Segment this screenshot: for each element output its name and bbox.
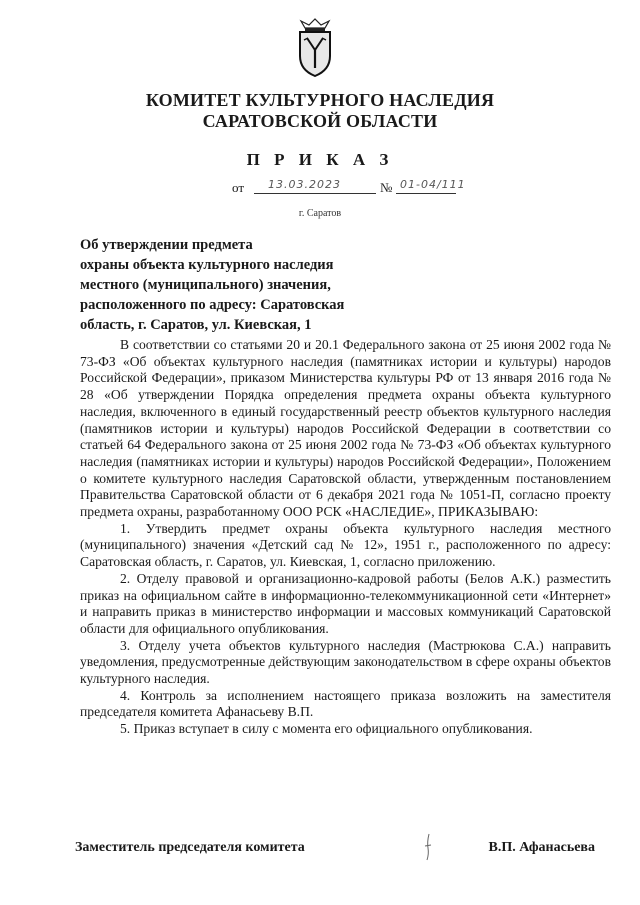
- subject-line: охраны объекта культурного наследия: [80, 257, 334, 273]
- order-item: 4. Контроль за исполнением настоящего приказа возложить на заместителя председателя комитета Афанасьеву В.П.: [80, 687, 611, 720]
- signatory-name: В.П. Афанасьева: [488, 840, 595, 855]
- order-item: 3. Отделу учета объектов культурного наследия (Мастрюкова С.А.) направить уведомления, предусмотренные действующим законодательством в сфере охраны объектов культурного наследия.: [80, 637, 611, 687]
- document-type-title: П Р И К А З: [246, 150, 394, 169]
- subject-line: Об утверждении предмета: [80, 237, 253, 253]
- date-value: 13.03.2023: [268, 178, 341, 191]
- subject-line: область, г. Саратов, ул. Киевская, 1: [80, 317, 312, 333]
- order-body: [80, 337, 611, 738]
- order-item: 5. Приказ вступает в силу с момента его официального опубликования.: [120, 721, 533, 737]
- subject-line: местного (муниципального) значения,: [80, 277, 331, 293]
- order-item: 2. Отделу правовой и организационно-кадровой работы (Белов А.К.) разместить приказ на официальном сайте в информационно-телекоммуникационной сети «Интернет» и направить приказ в министерство информации и массовых коммуникаций Саратовской области для официального опубликования.: [80, 570, 611, 636]
- date-label: от: [232, 180, 245, 195]
- org-name-line1: КОМИТЕТ КУЛЬТУРНОГО НАСЛЕДИЯ: [145, 90, 495, 110]
- handwritten-signature-icon: [420, 832, 436, 862]
- order-subject: [80, 235, 410, 335]
- signature-block: [75, 840, 595, 860]
- signatory-position: Заместитель председателя комитета: [75, 840, 305, 855]
- number-label: №: [380, 180, 393, 195]
- preamble-paragraph: В соответствии со статьями 20 и 20.1 Федерального закона от 25 июня 2002 года № 73-ФЗ «Об объектах культурного наследия (памятниках истории и культуры) народов Российской Федерации», приказом Министерства культуры РФ от 13 января 2016 года № 28 «Об утверждении Порядка определения предмета охраны объекта культурного наследия, включенного в единый государственный реестр объектов культурного наследия (памятников истории и культуры) народов Российской Федерации в соответствии со статьей 64 Федерального закона от 25 июня 2002 года № 73-ФЗ «Об объектах культурного наследия (памятниках истории и культуры) народов Российской Федерации», Положением о комитете культурного наследия Саратовской области, утвержденным постановлением Правительства Саратовской области от 6 декабря 2021 года № 1051-П, согласно проекту предмета охраны, разработанному ООО РСК «НАСЛЕДИЕ», ПРИКАЗЫВАЮ:: [80, 337, 611, 520]
- subject-line: расположенного по адресу: Саратовская: [80, 297, 345, 313]
- number-value: 01-04/111: [400, 178, 466, 191]
- org-name-line2: САРАТОВСКОЙ ОБЛАСТИ: [202, 111, 438, 131]
- city: г. Саратов: [298, 208, 342, 219]
- order-item: 1. Утвердить предмет охраны объекта культурного наследия местного (муниципального) значения «Детский сад № 12», 1951 г., расположенного по адресу: Саратовская область, г. Саратов, ул. Киевская, 1, согласно приложению.: [80, 520, 611, 570]
- saratov-region-coat-of-arms-icon: [291, 18, 339, 78]
